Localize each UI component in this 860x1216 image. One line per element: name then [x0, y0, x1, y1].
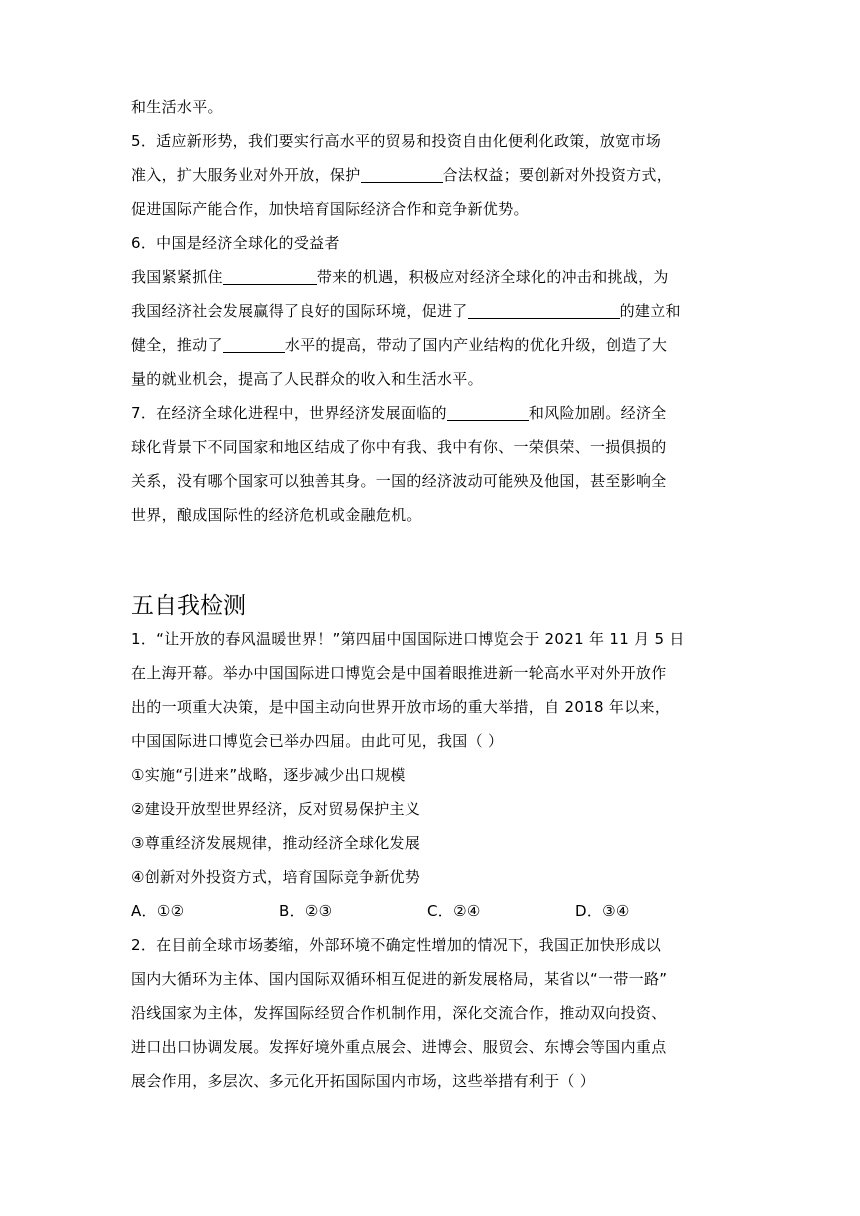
- option-a[interactable]: A．①②: [131, 902, 185, 920]
- fill-in-blank[interactable]: [361, 164, 443, 183]
- question-stem-line: 1．“让开放的春风温暖世界！”第四届中国国际进口博览会于 2021 年 11 月 5 日: [131, 630, 685, 648]
- text-fragment: 的建立和: [619, 302, 681, 320]
- fill-in-blank[interactable]: [468, 300, 620, 319]
- question-stem-line: 中国国际进口博览会已举办四届。由此可见，我国（ ）: [131, 732, 504, 750]
- question-stem-line: 沿线国家为主体，发挥国际经贸合作机制作用，深化交流合作，推动双向投资、: [131, 1004, 667, 1022]
- statement-3: ③尊重经济发展规律，推动经济全球化发展: [131, 834, 421, 852]
- statement-4: ④创新对外投资方式，培育国际竞争新优势: [131, 868, 421, 886]
- text-line: [131, 158, 731, 192]
- fill-in-blank[interactable]: [447, 402, 529, 421]
- text-line: 5．适应新形势，我们要实行高水平的贸易和投资自由化便利化政策，放宽市场: [131, 132, 662, 150]
- text-fragment: 准入，扩大服务业对外开放，保护: [131, 166, 361, 184]
- text-line: 关系，没有哪个国家可以独善其身。一国的经济波动可能殃及他国，甚至影响全: [131, 472, 667, 490]
- text-line: 球化背景下不同国家和地区结成了你中有我、我中有你、一荣俱荣、一损俱损的: [131, 438, 667, 456]
- text-line: 量的就业机会，提高了人民群众的收入和生活水平。: [131, 370, 483, 388]
- review-item-5: [131, 124, 731, 226]
- text-line: [131, 260, 731, 294]
- question-2: [131, 928, 731, 1098]
- statement-1: ①实施“引进来”战略，逐步减少出口规模: [131, 766, 406, 784]
- question-stem-line: 国内大循环为主体、国内国际双循环相互促进的新发展格局，某省以“一带一路”: [131, 970, 668, 988]
- question-stem-line: 进口出口协调发展。发挥好境外重点展会、进博会、服贸会、东博会等国内重点: [131, 1038, 667, 1056]
- question-stem-line: 2．在目前全球市场萎缩，外部环境不确定性增加的情况下，我国正加快形成以: [131, 936, 662, 954]
- question-stem-line: 展会作用，多层次、多元化开拓国际国内市场，这些举措有利于（ ）: [131, 1072, 596, 1090]
- text-line: [131, 396, 731, 430]
- fill-in-blank[interactable]: [223, 334, 285, 353]
- text-line: 世界，酿成国际性的经济危机或金融危机。: [131, 506, 422, 524]
- text-line: 和生活水平。: [131, 98, 223, 116]
- text-line: 促进国际产能合作，加快培育国际经济合作和竞争新优势。: [131, 200, 529, 218]
- document-page: [131, 90, 731, 1098]
- text-fragment: 带来的机遇，积极应对经济全球化的冲击和挑战，为: [316, 268, 669, 286]
- text-fragment: 我国经济社会发展赢得了良好的国际环境，促进了: [131, 302, 468, 320]
- review-item-7: [131, 396, 731, 532]
- fill-in-blank[interactable]: [223, 266, 317, 285]
- text-fragment: 健全，推动了: [131, 336, 223, 354]
- answer-options: [131, 894, 731, 928]
- option-b[interactable]: B．②③: [279, 902, 333, 920]
- text-line: [131, 294, 731, 328]
- statement-2: ②建设开放型世界经济，反对贸易保护主义: [131, 800, 421, 818]
- question-stem-line: 出的一项重大决策，是中国主动向世界开放市场的重大举措，自 2018 年以来，: [131, 698, 671, 716]
- text-line: [131, 328, 731, 362]
- option-c[interactable]: C．②④: [427, 902, 481, 920]
- question-stem-line: 在上海开幕。举办中国国际进口博览会是中国着眼推进新一轮高水平对外开放作: [131, 664, 667, 682]
- option-d[interactable]: D．③④: [575, 902, 630, 920]
- section-heading: 五自我检测: [131, 593, 246, 619]
- review-item-6: [131, 226, 731, 396]
- question-1: [131, 622, 731, 928]
- text-fragment: 和风险加剧。经济全: [528, 404, 667, 422]
- item-title: 6．中国是经济全球化的受益者: [131, 234, 340, 252]
- text-fragment: 合法权益；要创新对外投资方式，: [442, 166, 673, 184]
- text-fragment: 水平的提高，带动了国内产业结构的优化升级，创造了大: [284, 336, 668, 354]
- text-fragment: 7．在经济全球化进程中，世界经济发展面临的: [131, 404, 447, 422]
- text-fragment: 我国紧紧抓住: [131, 268, 223, 286]
